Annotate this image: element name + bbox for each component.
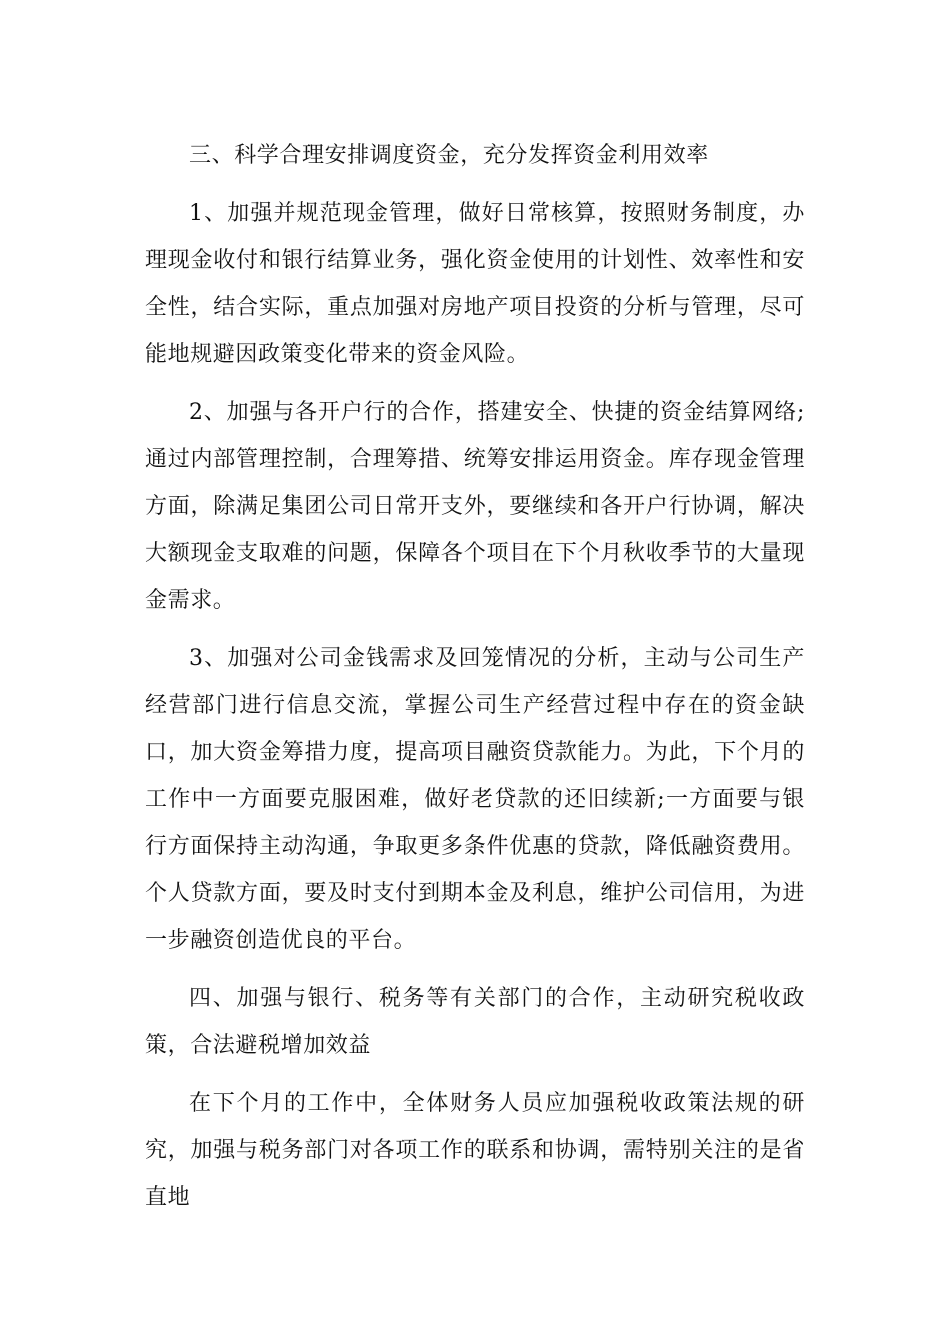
- document-body: [145, 132, 805, 1232]
- paragraph-item-2: 2、加强与各开户行的合作，搭建安全、快捷的资金结算网络;通过内部管理控制，合理筹措、统筹安排运用资金。库存现金管理方面，除满足集团公司日常开支外，要继续和各开户行协调，解决大额现金支取难的问题，保障各个项目在下个月秋收季节的大量现金需求。: [145, 400, 805, 613]
- paragraph-tax-work: 在下个月的工作中，全体财务人员应加强税收政策法规的研究，加强与税务部门对各项工作的联系和协调，需特别关注的是省直地: [145, 1091, 805, 1210]
- paragraph-item-1: 1、加强并规范现金管理，做好日常核算，按照财务制度，办理现金收付和银行结算业务，强化资金使用的计划性、效率性和安全性，结合实际，重点加强对房地产项目投资的分析与管理，尽可能地规避因政策变化带来的资金风险。: [145, 201, 805, 367]
- section-heading-4: 四、加强与银行、税务等有关部门的合作，主动研究税收政策，合法避税增加效益: [145, 986, 805, 1058]
- paragraph-item-3: 3、加强对公司金钱需求及回笼情况的分析，主动与公司生产经营部门进行信息交流，掌握公司生产经营过程中存在的资金缺口，加大资金筹措力度，提高项目融资贷款能力。为此，下个月的工作中一方面要克服困难，做好老贷款的还旧续新;一方面要与银行方面保持主动沟通，争取更多条件优惠的贷款，降低融资费用。个人贷款方面，要及时支付到期本金及利息，维护公司信用，为进一步融资创造优良的平台。: [145, 646, 805, 953]
- section-heading-3: 三、科学合理安排调度资金，充分发挥资金利用效率: [189, 143, 709, 168]
